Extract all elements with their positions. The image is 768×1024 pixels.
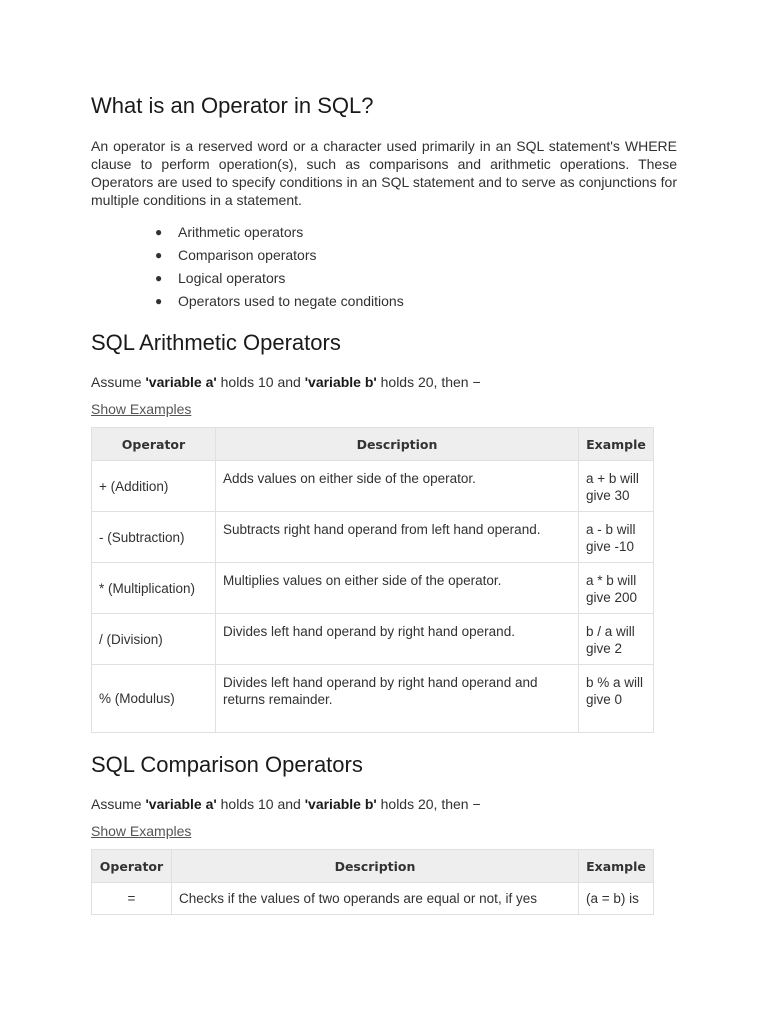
column-header-example: Example [579, 850, 654, 883]
operator-types-list [155, 221, 404, 313]
table-row [92, 512, 654, 563]
show-examples-link[interactable]: Show Examples [91, 823, 192, 839]
column-header-example: Example [579, 428, 654, 461]
bullet-icon: ● [155, 225, 163, 239]
description-cell: Adds values on either side of the operator. [216, 461, 579, 512]
operator-cell: / (Division) [92, 614, 216, 665]
list-item: ● Comparison operators [178, 244, 404, 267]
table-header-row [92, 428, 654, 461]
operator-cell: % (Modulus) [92, 665, 216, 733]
example-cell: b % a will give 0 [579, 665, 654, 733]
intro-paragraph: An operator is a reserved word or a character used primarily in an SQL statement's WHERE clause to perform operation(s), such as comparisons and arithmetic operations. These Operators are used to specify conditions in an SQL statement and to serve as conjunctions for multiple conditions in a statement. [91, 138, 677, 208]
column-header-description: Description [172, 850, 579, 883]
arithmetic-heading: SQL Arithmetic Operators [91, 330, 341, 355]
description-cell: Divides left hand operand by right hand operand. [216, 614, 579, 665]
example-cell: b / a will give 2 [579, 614, 654, 665]
table-row [92, 614, 654, 665]
list-item: ● Logical operators [178, 267, 404, 290]
table-header-row [92, 850, 654, 883]
arithmetic-assumption: Assume 'variable a' holds 10 and 'variable b' holds 20, then − [91, 374, 481, 390]
comparison-assumption: Assume 'variable a' holds 10 and 'variable b' holds 20, then − [91, 796, 481, 812]
description-cell: Subtracts right hand operand from left hand operand. [216, 512, 579, 563]
example-cell: a + b will give 30 [579, 461, 654, 512]
comparison-operators-table [91, 849, 654, 915]
description-cell: Multiplies values on either side of the operator. [216, 563, 579, 614]
table-row [92, 563, 654, 614]
arithmetic-operators-table [91, 427, 654, 733]
table-row [92, 883, 654, 915]
operator-cell: * (Multiplication) [92, 563, 216, 614]
page-title: What is an Operator in SQL? [91, 93, 374, 118]
description-cell: Divides left hand operand by right hand operand and returns remainder. [216, 665, 579, 733]
operator-cell: = [92, 883, 172, 915]
operator-cell: + (Addition) [92, 461, 216, 512]
operator-cell: - (Subtraction) [92, 512, 216, 563]
bullet-icon: ● [155, 248, 163, 262]
column-header-operator: Operator [92, 850, 172, 883]
example-cell: (a = b) is [579, 883, 654, 915]
example-cell: a * b will give 200 [579, 563, 654, 614]
example-cell: a - b will give -10 [579, 512, 654, 563]
column-header-description: Description [216, 428, 579, 461]
bullet-icon: ● [155, 271, 163, 285]
list-item: ● Operators used to negate conditions [178, 290, 404, 313]
description-cell: Checks if the values of two operands are equal or not, if yes [172, 883, 579, 915]
column-header-operator: Operator [92, 428, 216, 461]
show-examples-link[interactable]: Show Examples [91, 401, 192, 417]
table-row [92, 665, 654, 733]
list-item: ● Arithmetic operators [178, 221, 404, 244]
bullet-icon: ● [155, 294, 163, 308]
table-row [92, 461, 654, 512]
comparison-heading: SQL Comparison Operators [91, 752, 363, 777]
